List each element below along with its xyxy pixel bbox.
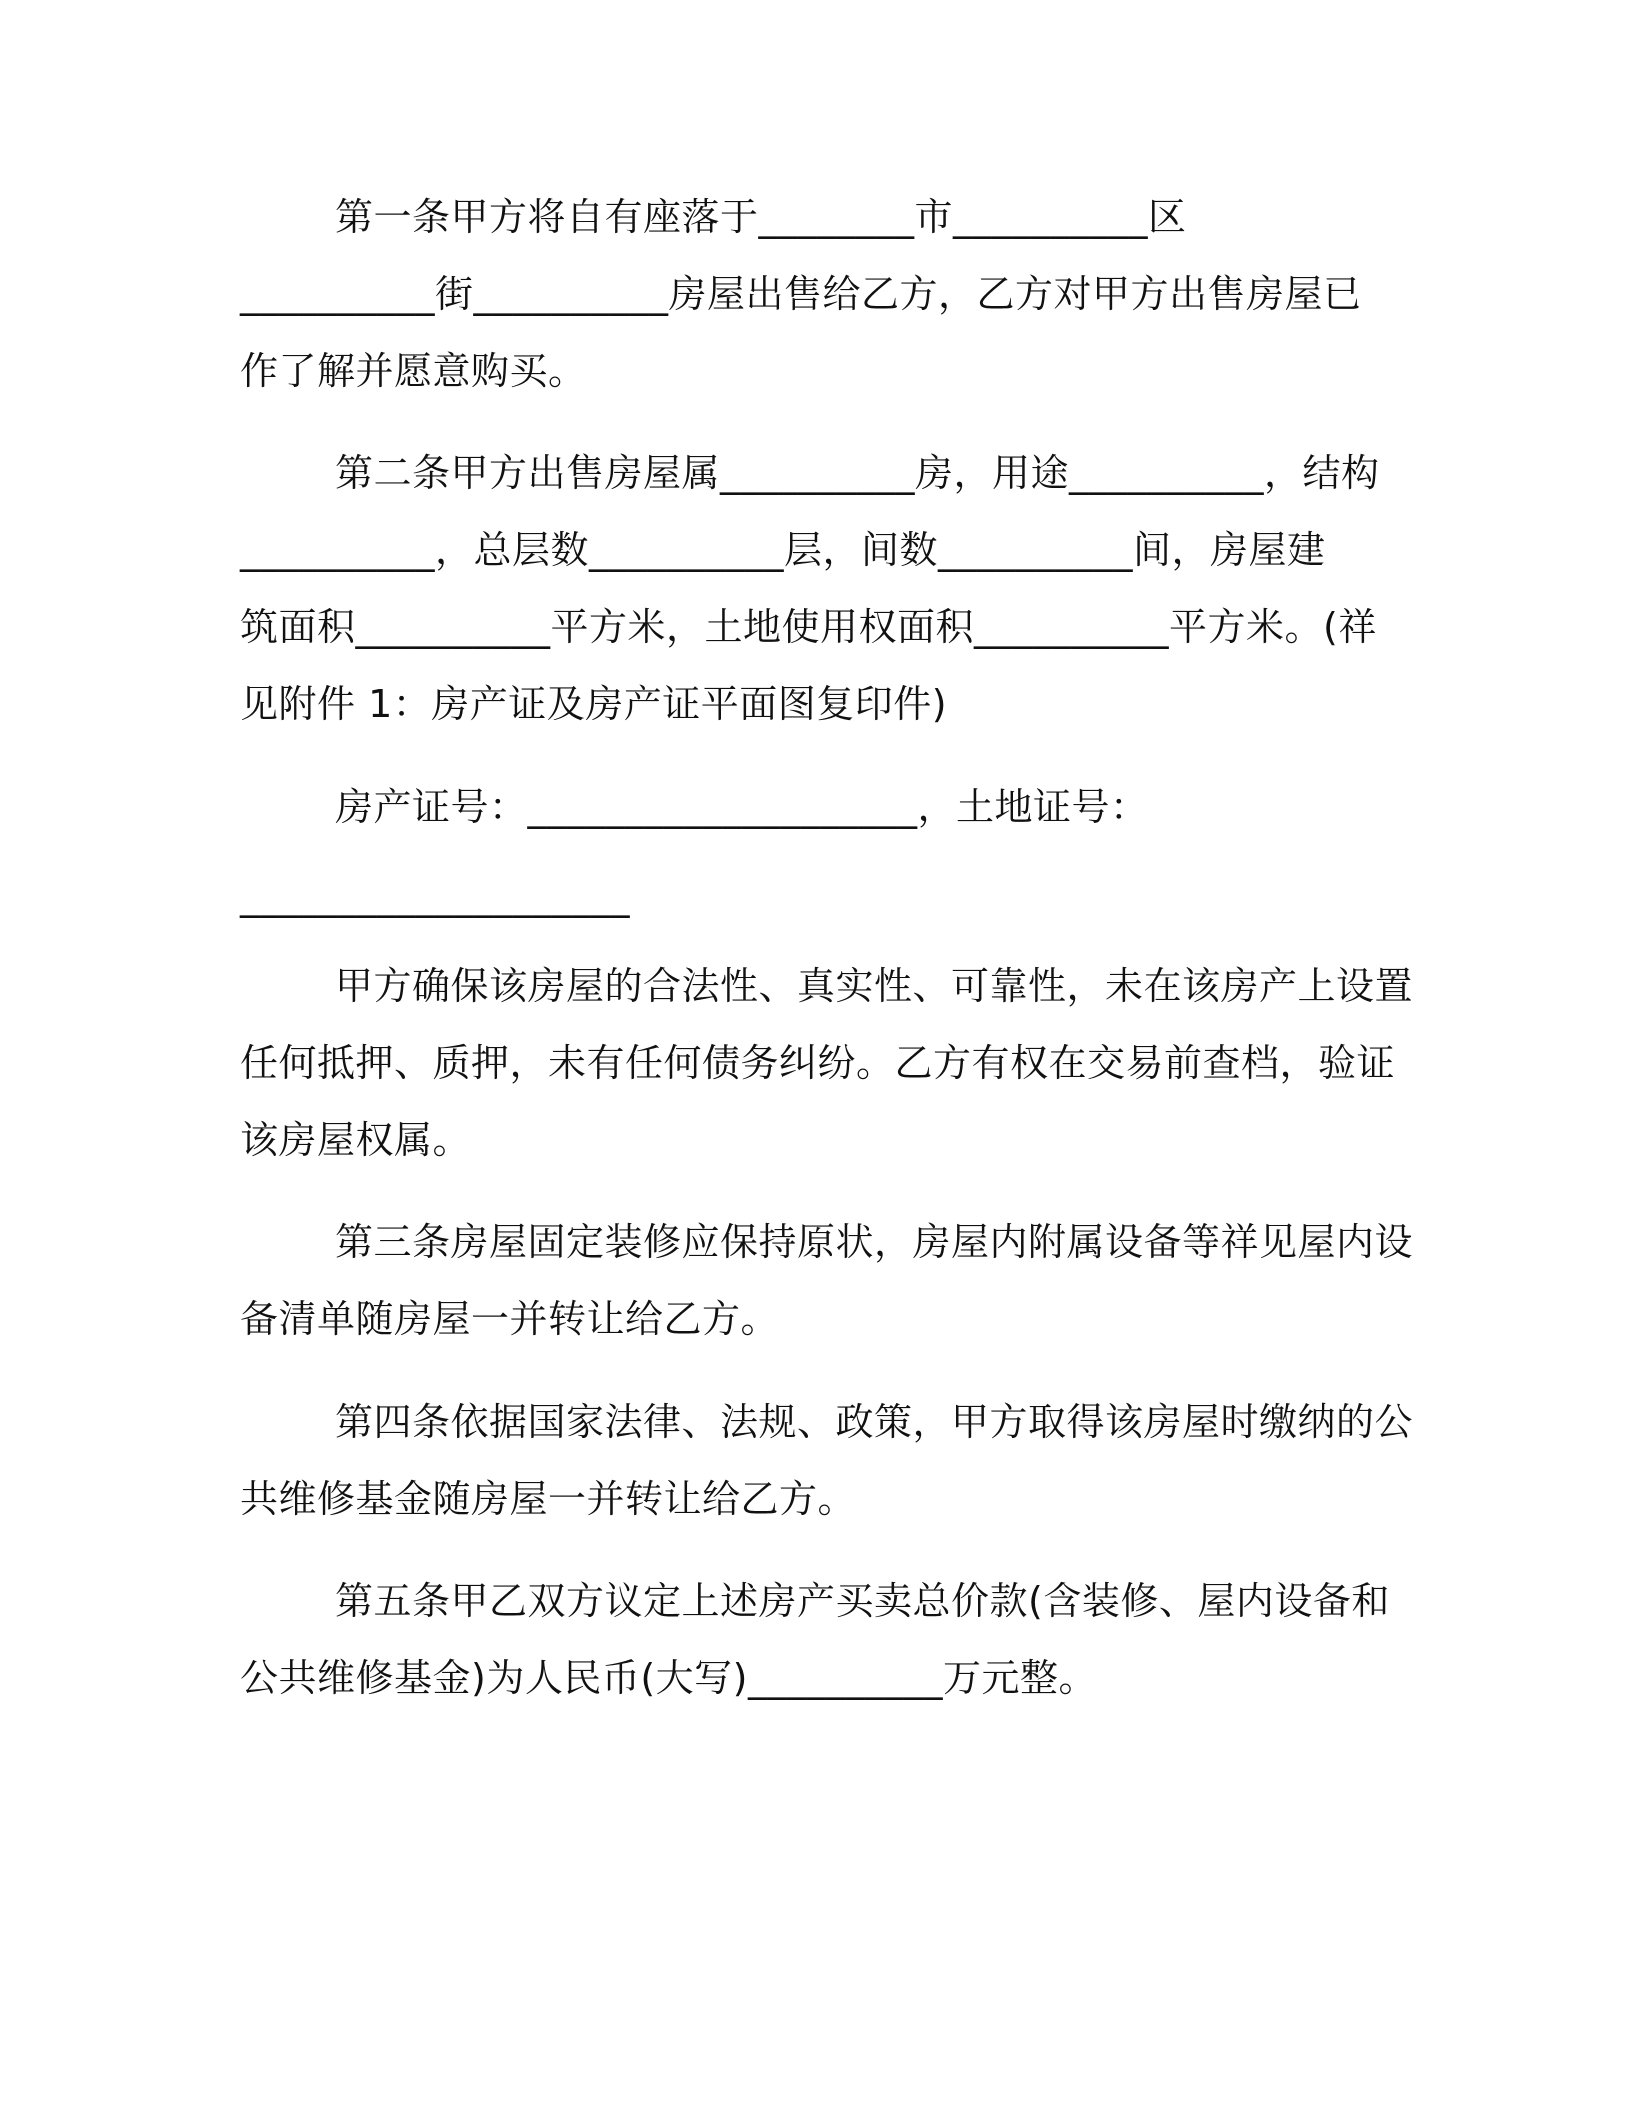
- guarantee-line-3: 该房屋权属。: [240, 1118, 472, 1162]
- article-4-line-2: 共维修基金随房屋一并转让给乙方。: [240, 1477, 857, 1521]
- certificates-line-1: 房产证号：____________________，土地证号：: [335, 785, 1149, 829]
- guarantee-line-2: 任何抵押、质押，未有任何债务纠纷。乙方有权在交易前查档，验证: [240, 1041, 1396, 1085]
- article-2-line-2: __________，总层数__________层，间数__________间，房屋建: [240, 528, 1326, 572]
- guarantee-line-1: 甲方确保该房屋的合法性、真实性、可靠性，未在该房产上设置: [335, 964, 1414, 1008]
- article-4-line-1: 第四条依据国家法律、法规、政策，甲方取得该房屋时缴纳的公: [335, 1400, 1414, 1444]
- article-2-line-4: 见附件 1：房产证及房产证平面图复印件): [240, 682, 948, 726]
- article-1-line-3: 作了解并愿意购买。: [240, 349, 587, 393]
- article-1-line-1: 第一条甲方将自有座落于________市__________区: [335, 195, 1187, 239]
- article-5-line-1: 第五条甲乙双方议定上述房产买卖总价款(含装修、屋内设备和: [335, 1579, 1390, 1623]
- article-3-line-1: 第三条房屋固定装修应保持原状，房屋内附属设备等祥见屋内设: [335, 1220, 1414, 1264]
- certificates-line-2: ____________________: [240, 874, 630, 918]
- article-2-line-1: 第二条甲方出售房屋属__________房，用途__________，结构: [335, 451, 1380, 495]
- article-5-line-2: 公共维修基金)为人民币(大写)__________万元整。: [240, 1656, 1097, 1700]
- article-1-line-2: __________街__________房屋出售给乙方，乙方对甲方出售房屋已: [240, 272, 1362, 316]
- article-2-line-3: 筑面积__________平方米，土地使用权面积__________平方米。(祥: [240, 605, 1377, 649]
- article-3-line-2: 备清单随房屋一并转让给乙方。: [240, 1297, 780, 1341]
